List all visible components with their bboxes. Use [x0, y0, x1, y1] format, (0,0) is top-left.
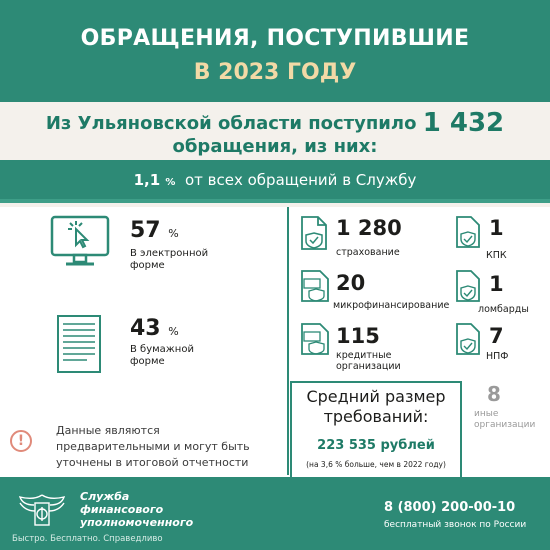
intro-line [0, 108, 550, 138]
microfinance-label: микрофинансирование [333, 300, 450, 311]
microfinance-count: 20 [336, 271, 366, 295]
intro-line-2: обращения, из них: [172, 136, 378, 157]
credit-orgs-count: 115 [336, 324, 380, 348]
ombudsman-logo-icon [14, 491, 70, 531]
header-banner [0, 0, 550, 102]
share-value: 1,1 % [133, 171, 176, 189]
npf-count: 7 [489, 324, 504, 348]
share-label: от всех обращений в Службу [184, 171, 417, 189]
kpk-label: КПК [486, 250, 507, 261]
kpk-count: 1 [489, 216, 504, 240]
pawnshops-label: ломбарды [478, 304, 529, 315]
document-shield-icon [455, 269, 481, 303]
monitor-click-icon [50, 215, 110, 269]
electronic-share-value: 57 % [130, 218, 179, 243]
credit-card-document-icon [300, 269, 330, 303]
slogan: Быстро. Бесплатно. Справедливо [12, 534, 163, 544]
paper-document-icon [57, 315, 101, 373]
npf-label: НПФ [486, 351, 509, 362]
page-title: ОБРАЩЕНИЯ, ПОСТУПИВШИЕ [80, 26, 470, 51]
org-name: Служба финансового уполномоченного [80, 490, 194, 529]
warning-icon [10, 430, 32, 452]
document-shield-icon [300, 215, 328, 251]
document-shield-icon [455, 215, 481, 249]
share-text [0, 171, 550, 189]
insurance-label: страхование [336, 247, 400, 258]
intro-text: Из Ульяновской области поступило [45, 113, 417, 134]
disclaimer-text: Данные являются предварительными и могут быть уточнены в итоговой отчетности [56, 424, 250, 469]
total-count: 1 432 [422, 108, 505, 138]
document-shield-icon [455, 322, 481, 356]
page-subtitle-year: В 2023 ГОДУ [193, 60, 357, 85]
average-claim-amount: 223 535 рублей [317, 438, 435, 453]
hotline-phone[interactable]: 8 (800) 200-00-10 [384, 500, 516, 515]
credit-card-document-icon [300, 322, 330, 356]
average-claim-box [290, 381, 462, 477]
share-band [0, 160, 550, 203]
other-orgs-count: 8 [487, 382, 501, 406]
average-claim-title: Средний размер [306, 387, 446, 406]
intro-section [0, 102, 550, 160]
other-orgs-label: иные организации [474, 409, 536, 430]
average-claim-note: (на 3,6 % больше, чем в 2022 году) [306, 460, 446, 469]
average-claim-title-2: требований: [323, 407, 429, 426]
panel-divider [287, 207, 289, 475]
credit-orgs-label: кредитные организации [336, 350, 401, 372]
insurance-count: 1 280 [336, 216, 402, 240]
pawnshops-count: 1 [489, 272, 504, 296]
electronic-share-label: В электронной форме [130, 248, 209, 271]
paper-share-value: 43 % [130, 316, 179, 341]
hotline-note: бесплатный звонок по России [384, 520, 527, 530]
paper-share-label: В бумажной форме [130, 344, 194, 367]
